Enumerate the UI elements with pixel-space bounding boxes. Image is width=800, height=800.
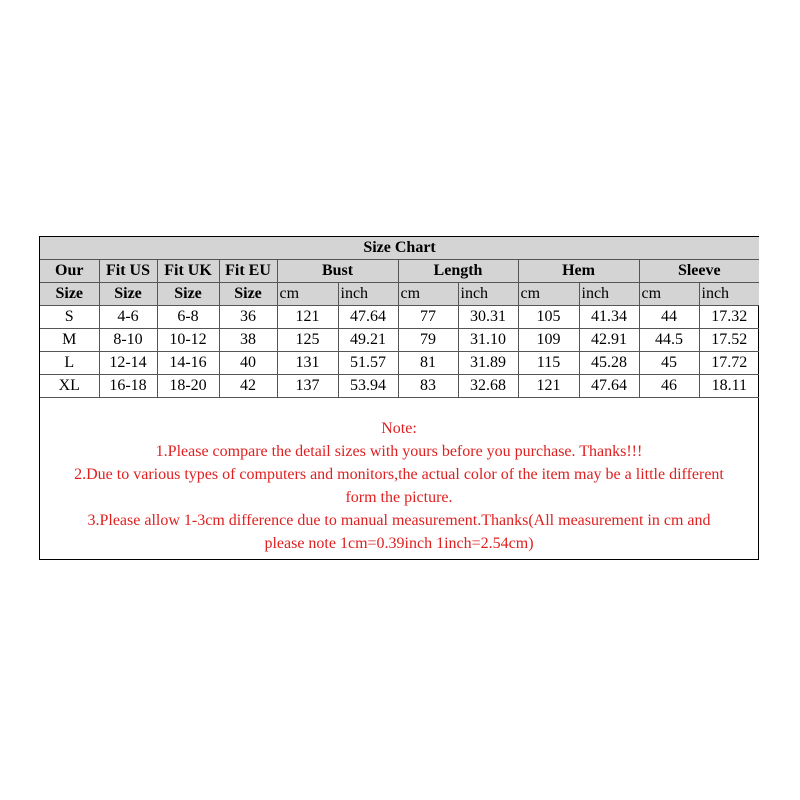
cell-us: 12-14 xyxy=(99,352,157,375)
cell-us: 4-6 xyxy=(99,306,157,329)
cell-size: L xyxy=(40,352,99,375)
header-uk-sub: Size xyxy=(157,283,219,306)
header-us-sub: Size xyxy=(99,283,157,306)
cell-us: 16-18 xyxy=(99,375,157,398)
cell-length-inch: 31.10 xyxy=(458,329,518,352)
unit-inch: inch xyxy=(579,283,639,306)
cell-eu: 38 xyxy=(219,329,277,352)
cell-hem-cm: 109 xyxy=(518,329,579,352)
header-eu-sub: Size xyxy=(219,283,277,306)
note-line: 1.Please compare the detail sizes with yours before you purchase. Thanks!!! xyxy=(155,443,643,460)
header-uk: Fit UK xyxy=(157,260,219,283)
cell-length-cm: 81 xyxy=(398,352,458,375)
cell-bust-cm: 131 xyxy=(277,352,338,375)
cell-sleeve-cm: 46 xyxy=(639,375,699,398)
cell-hem-inch: 45.28 xyxy=(579,352,639,375)
table-row xyxy=(40,352,759,375)
cell-bust-inch: 53.94 xyxy=(338,375,398,398)
cell-bust-cm: 137 xyxy=(277,375,338,398)
cell-hem-inch: 42.91 xyxy=(579,329,639,352)
unit-cm: cm xyxy=(639,283,699,306)
cell-bust-cm: 121 xyxy=(277,306,338,329)
unit-cm: cm xyxy=(277,283,338,306)
cell-eu: 42 xyxy=(219,375,277,398)
unit-inch: inch xyxy=(458,283,518,306)
cell-bust-inch: 51.57 xyxy=(338,352,398,375)
cell-uk: 18-20 xyxy=(157,375,219,398)
cell-uk: 6-8 xyxy=(157,306,219,329)
table-row xyxy=(40,329,759,352)
cell-hem-cm: 121 xyxy=(518,375,579,398)
unit-inch: inch xyxy=(338,283,398,306)
header-hem: Hem xyxy=(518,260,639,283)
cell-size: M xyxy=(40,329,99,352)
header-length: Length xyxy=(398,260,518,283)
cell-sleeve-cm: 44.5 xyxy=(639,329,699,352)
cell-hem-inch: 41.34 xyxy=(579,306,639,329)
cell-sleeve-inch: 18.11 xyxy=(699,375,759,398)
cell-sleeve-cm: 44 xyxy=(639,306,699,329)
note-block xyxy=(40,417,758,555)
header-us: Fit US xyxy=(99,260,157,283)
cell-hem-cm: 105 xyxy=(518,306,579,329)
cell-length-inch: 31.89 xyxy=(458,352,518,375)
note-line: form the picture. xyxy=(345,489,453,506)
cell-eu: 36 xyxy=(219,306,277,329)
cell-length-inch: 32.68 xyxy=(458,375,518,398)
header-bust: Bust xyxy=(277,260,398,283)
unit-inch: inch xyxy=(699,283,759,306)
cell-uk: 14-16 xyxy=(157,352,219,375)
cell-bust-inch: 47.64 xyxy=(338,306,398,329)
cell-size: S xyxy=(40,306,99,329)
note-line: 2.Due to various types of computers and monitors,the actual color of the item may be a little different xyxy=(74,466,724,483)
cell-sleeve-cm: 45 xyxy=(639,352,699,375)
unit-cm: cm xyxy=(398,283,458,306)
size-chart xyxy=(39,236,759,560)
cell-eu: 40 xyxy=(219,352,277,375)
header-row-1 xyxy=(40,260,759,283)
cell-sleeve-inch: 17.72 xyxy=(699,352,759,375)
table-row xyxy=(40,375,759,398)
header-our: Our xyxy=(40,260,99,283)
cell-uk: 10-12 xyxy=(157,329,219,352)
note-line: please note 1cm=0.39inch 1inch=2.54cm) xyxy=(264,535,534,552)
header-eu: Fit EU xyxy=(219,260,277,283)
cell-us: 8-10 xyxy=(99,329,157,352)
note-heading: Note: xyxy=(381,420,417,437)
header-our-sub: Size xyxy=(40,283,99,306)
cell-hem-cm: 115 xyxy=(518,352,579,375)
cell-length-cm: 77 xyxy=(398,306,458,329)
unit-cm: cm xyxy=(518,283,579,306)
size-table xyxy=(40,237,759,398)
table-title: Size Chart xyxy=(40,237,759,260)
cell-bust-cm: 125 xyxy=(277,329,338,352)
cell-length-cm: 83 xyxy=(398,375,458,398)
cell-hem-inch: 47.64 xyxy=(579,375,639,398)
cell-sleeve-inch: 17.52 xyxy=(699,329,759,352)
header-row-2 xyxy=(40,283,759,306)
cell-sleeve-inch: 17.32 xyxy=(699,306,759,329)
cell-size: XL xyxy=(40,375,99,398)
table-row xyxy=(40,306,759,329)
note-line: 3.Please allow 1-3cm difference due to manual measurement.Thanks(All measurement in cm and xyxy=(87,512,711,529)
cell-length-inch: 30.31 xyxy=(458,306,518,329)
header-sleeve: Sleeve xyxy=(639,260,759,283)
title-row xyxy=(40,237,759,260)
cell-bust-inch: 49.21 xyxy=(338,329,398,352)
cell-length-cm: 79 xyxy=(398,329,458,352)
